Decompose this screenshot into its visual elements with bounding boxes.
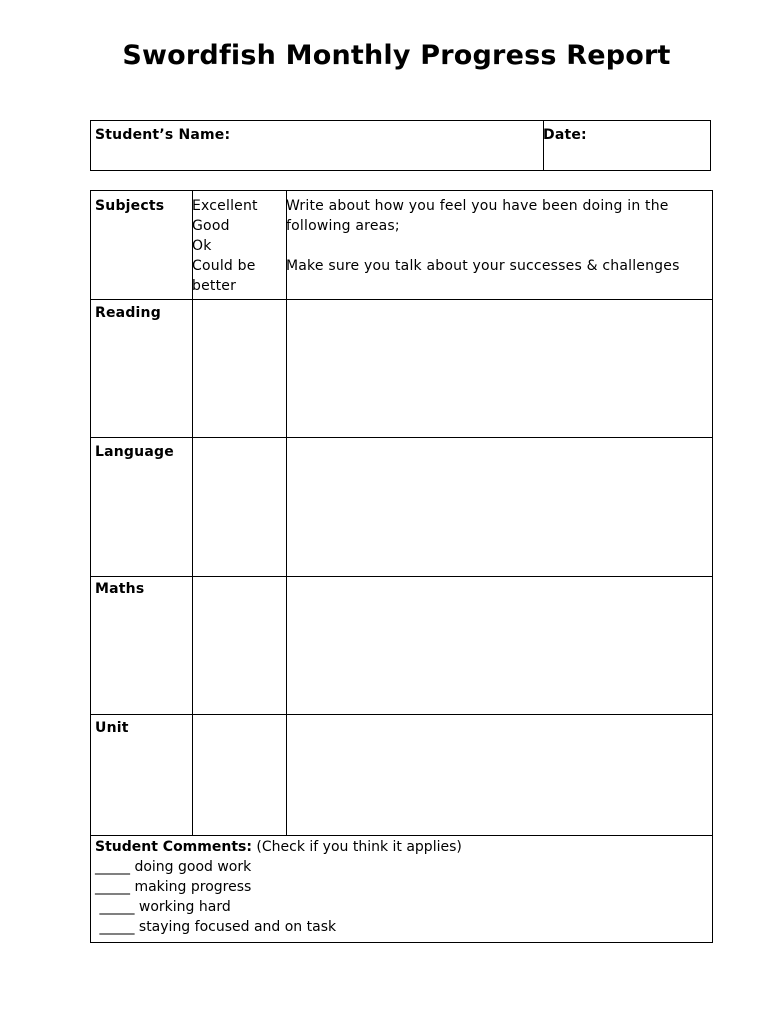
ratings-header (192, 196, 258, 296)
subjects-header: Subjects (95, 198, 165, 214)
instructions-header (286, 196, 680, 276)
row-divider-reading (91, 437, 712, 438)
row-divider-header (91, 299, 712, 300)
student-info-box (90, 120, 711, 171)
date-label: Date: (543, 127, 587, 143)
instructions-line-1: Write about how you feel you have been doing in the (286, 198, 669, 214)
rating-ok: Ok (192, 238, 212, 254)
student-comments-section (95, 837, 462, 937)
rating-good: Good (192, 218, 230, 234)
comments-heading (95, 837, 462, 857)
row-divider-maths (91, 714, 712, 715)
subject-reading: Reading (95, 305, 161, 321)
comment-item: _____ staying focused and on task (95, 919, 337, 935)
progress-table (90, 190, 713, 943)
comments-note: (Check if you think it applies) (256, 839, 462, 855)
comment-item: _____ making progress (95, 879, 252, 895)
rating-could-be: Could be (192, 258, 256, 274)
instructions-line-3: Make sure you talk about your successes & challenges (286, 258, 680, 274)
subject-language: Language (95, 444, 174, 460)
page-title: Swordfish Monthly Progress Report (122, 40, 671, 71)
rating-better: better (192, 278, 237, 294)
rating-excellent: Excellent (192, 198, 258, 214)
instructions-spacer (286, 236, 680, 256)
row-divider-unit (91, 835, 712, 836)
instructions-line-2: following areas; (286, 218, 400, 234)
subject-maths: Maths (95, 581, 145, 597)
student-name-label: Student’s Name: (95, 127, 231, 143)
comments-label: Student Comments: (95, 839, 252, 855)
comment-item: _____ doing good work (95, 859, 252, 875)
column-divider-2 (286, 191, 287, 835)
subject-unit: Unit (95, 720, 129, 736)
comment-item: _____ working hard (95, 899, 231, 915)
row-divider-language (91, 576, 712, 577)
